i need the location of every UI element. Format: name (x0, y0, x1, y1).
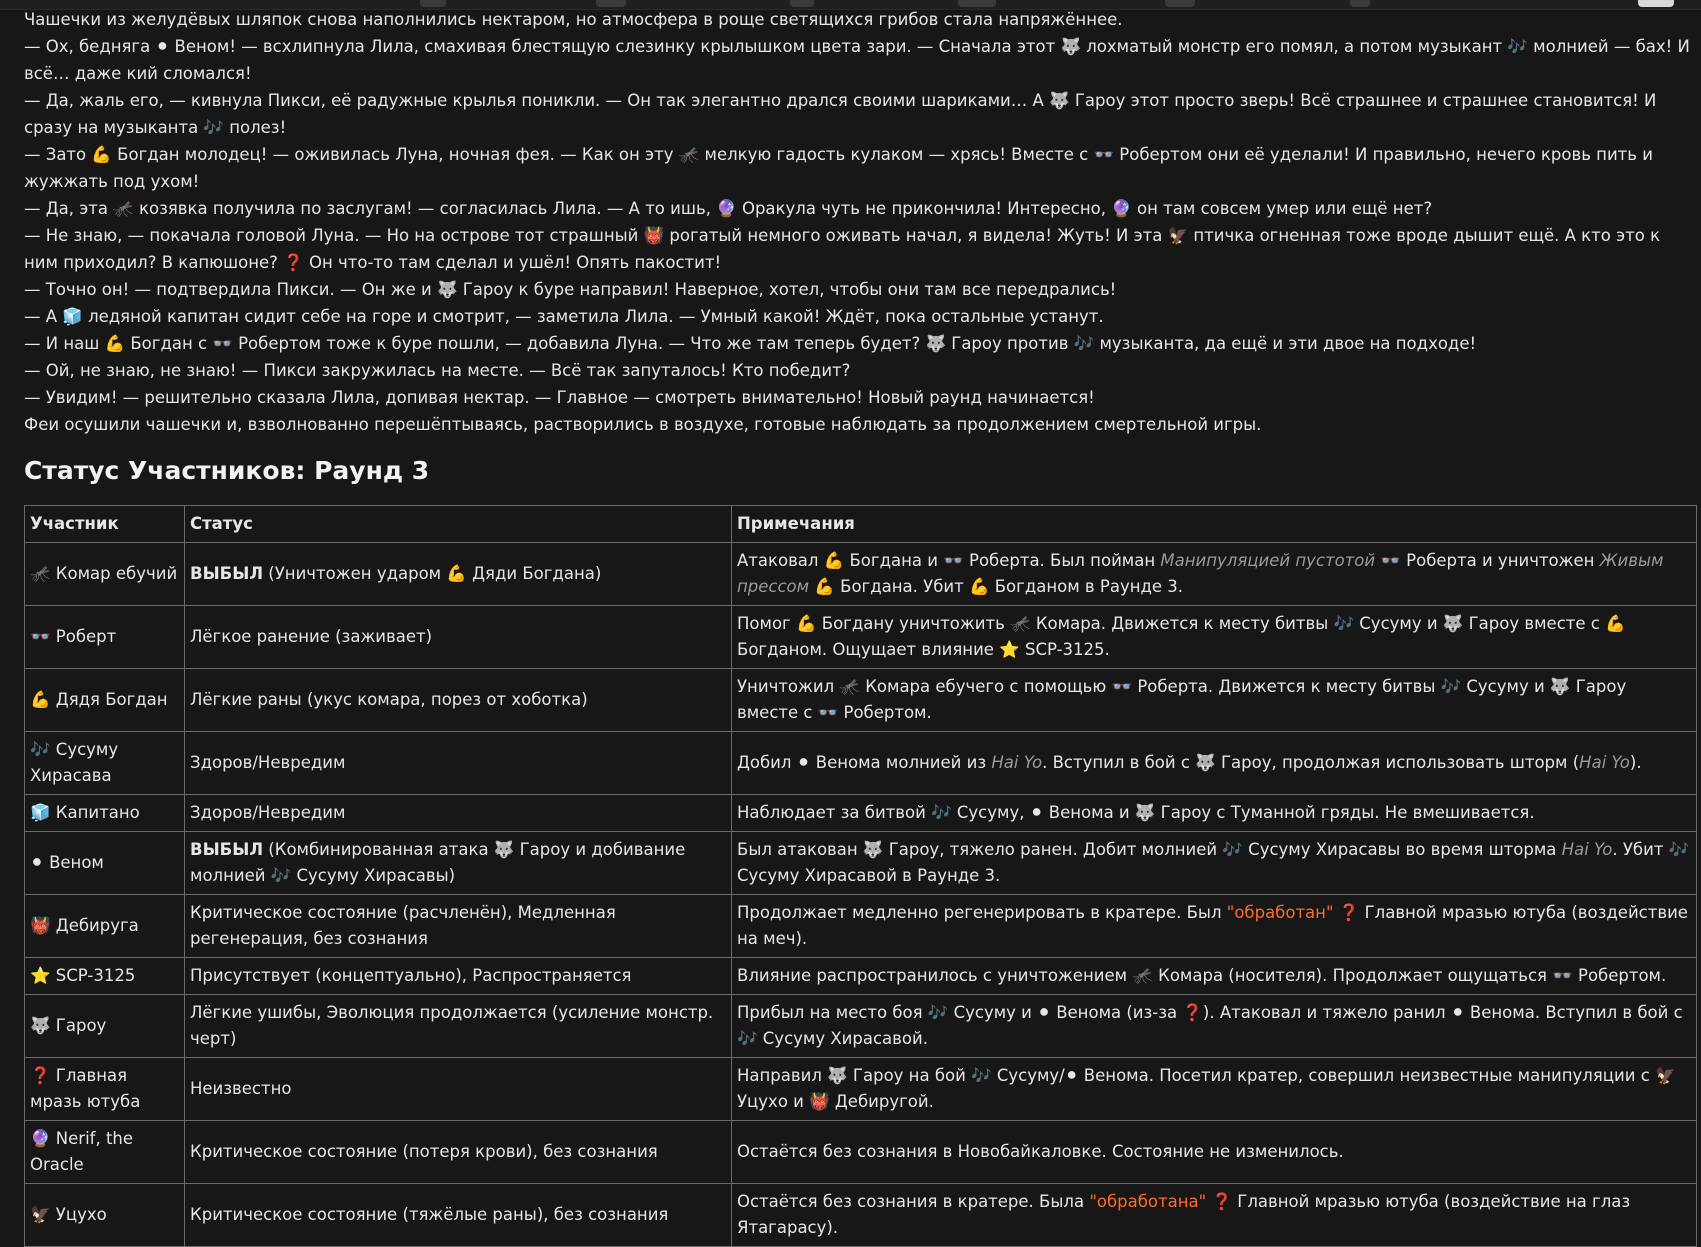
table-row (25, 995, 1697, 1058)
participant-icon: 🧊 (30, 803, 56, 822)
participant-name: Дебируга (55, 916, 139, 935)
notes-cell: Влияние распространилось с уничтожением 🦟 Комара (носителя). Продолжает ощущаться 👓 Робертом. (732, 958, 1697, 995)
participant-name: Веном (49, 853, 104, 872)
status-cell (185, 1184, 732, 1247)
participant-icon: 🦅 (30, 1205, 56, 1224)
table-row (25, 1184, 1697, 1247)
status-cell (185, 606, 732, 669)
participant-cell (25, 732, 185, 795)
participant-cell (25, 895, 185, 958)
participant-icon: 🐺 (30, 1016, 56, 1035)
status-text: Лёгкое ранение (заживает) (190, 627, 433, 646)
status-text: Присутствует (концептуально), Распространяется (190, 966, 632, 985)
column-header-status: Статус (185, 506, 732, 543)
participant-cell (25, 669, 185, 732)
participant-name: Комар ебучий (55, 564, 178, 583)
participant-cell (25, 1058, 185, 1121)
status-text: Критическое состояние (расчленён), Медленная регенерация, без сознания (190, 903, 616, 948)
participant-cell (25, 606, 185, 669)
story-line: — Да, жаль его, — кивнула Пикси, её радужные крылья поникли. — Он так элегантно дрался своими шариками… А 🐺 Гароу этот просто зверь! Всё страшнее и страшнее становится! И сразу на музыканта 🎶 полез! (24, 91, 1657, 137)
chat-message-body (24, 6, 1692, 1247)
section-heading: Статус Участников: Раунд 3 (24, 456, 430, 485)
table-row (25, 795, 1697, 832)
table-row (25, 606, 1697, 669)
status-text: Здоров/Невредим (190, 803, 346, 822)
participant-cell (25, 958, 185, 995)
story-line: Чашечки из желудёвых шляпок снова наполнились нектаром, но атмосфера в роще светящихся грибов стала напряжённее. (24, 10, 1123, 29)
notes-cell: Остаётся без сознания в кратере. Была "обработана" ❓ Главной мразью ютуба (воздействие на глаз Ятагарасу). (732, 1184, 1697, 1247)
status-cell (185, 995, 732, 1058)
participant-cell (25, 995, 185, 1058)
table-row (25, 1058, 1697, 1121)
table-body (25, 543, 1697, 1247)
status-cell (185, 832, 732, 895)
notes-cell: Остаётся без сознания в Новобайкаловке. Состояние не изменилось. (732, 1121, 1697, 1184)
column-header-notes: Примечания (732, 506, 1697, 543)
table-row (25, 543, 1697, 606)
status-cell (185, 732, 732, 795)
participant-icon: ⚫ (30, 853, 50, 872)
story-line: — Зато 💪 Богдан молодец! — оживилась Луна, ночная фея. — Как он эту 🦟 мелкую гадость кулаком — хрясь! Вместе с 👓 Робертом они её уделали! И правильно, нечего кровь пить и жужжать под ухом! (24, 145, 1653, 191)
participant-icon: 🔮 (30, 1129, 56, 1148)
status-text: Неизвестно (190, 1079, 292, 1098)
status-eliminated-label: ВЫБЫЛ (190, 564, 264, 583)
notes-cell: Направил 🐺 Гароу на бой 🎶 Сусуму/⚫ Венома. Посетил кратер, совершил неизвестные манипуляции с 🦅 Уцухо и 👹 Дебиругой. (732, 1058, 1697, 1121)
participant-cell (25, 832, 185, 895)
participant-name: Капитано (55, 803, 140, 822)
notes-cell: Атаковал 💪 Богдана и 👓 Роберта. Был пойман Манипуляцией пустотой 👓 Роберта и уничтожен Живым прессом 💪 Богдана. Убит 💪 Богданом в Раунде 3. (732, 543, 1697, 606)
participant-name: Дядя Богдан (55, 690, 168, 709)
participant-name: Главная мразь ютуба (30, 1066, 141, 1111)
story-line: — Не знаю, — покачала головой Луна. — Но на острове тот страшный 👹 рогатый немного оживать начал, я видела! Жуть! И эта 🦅 птичка огненная тоже вроде дышит ещё. А кто это к ним приходил? В капюшоне? ❓ Он что-то там сделал и ушёл! Опять пакостит! (24, 226, 1661, 272)
status-cell (185, 1121, 732, 1184)
participant-name: Гароу (55, 1016, 107, 1035)
participant-name: Роберт (55, 627, 117, 646)
table-row (25, 958, 1697, 995)
story-line: — Да, эта 🦟 козявка получила по заслугам! — согласилась Лила. — А то ишь, 🔮 Оракула чуть не прикончила! Интересно, 🔮 он там совсем умер или ещё нет? (24, 199, 1433, 218)
status-cell (185, 1058, 732, 1121)
story-line: — Точно он! — подтвердила Пикси. — Он же и 🐺 Гароу к буре направил! Наверное, хотел, чтобы они там все передрались! (24, 280, 1117, 299)
table-row (25, 1121, 1697, 1184)
notes-cell: Наблюдает за битвой 🎶 Сусуму, ⚫ Венома и 🐺 Гароу с Туманной гряды. Не вмешивается. (732, 795, 1697, 832)
story-line: — Ой, не знаю, не знаю! — Пикси закружилась на месте. — Всё так запуталось! Кто победит? (24, 361, 851, 380)
table-row (25, 732, 1697, 795)
status-text: (Комбинированная атака 🐺 Гароу и добивание молнией 🎶 Сусуму Хирасавы) (190, 840, 686, 885)
participant-cell (25, 543, 185, 606)
participant-cell (25, 795, 185, 832)
participant-cell (25, 1184, 185, 1247)
participant-icon: ⭐ (30, 966, 56, 985)
status-text: Критическое состояние (потеря крови), без сознания (190, 1142, 658, 1161)
status-text: Лёгкие ушибы, Эволюция продолжается (усиление монстр. черт) (190, 1003, 714, 1048)
participant-icon: 🎶 (30, 740, 56, 759)
status-cell (185, 958, 732, 995)
status-text: Здоров/Невредим (190, 753, 346, 772)
story-line: Феи осушили чашечки и, взволнованно перешёптываясь, растворились в воздухе, готовые наблюдать за продолжением смертельной игры. (24, 415, 1262, 434)
notes-cell: Добил ⚫ Венома молнией из Hai Yo. Вступил в бой с 🐺 Гароу, продолжая использовать шторм (Hai Yo). (732, 732, 1697, 795)
notes-cell: Уничтожил 🦟 Комара ебучего с помощью 👓 Роберта. Движется к месту битвы 🎶 Сусуму и 🐺 Гароу вместе с 👓 Робертом. (732, 669, 1697, 732)
story-line: — И наш 💪 Богдан с 👓 Робертом тоже к буре пошли, — добавила Луна. — Что же там теперь будет? 🐺 Гароу против 🎶 музыканта, да ещё и эти двое на подходе! (24, 334, 1477, 353)
status-cell (185, 795, 732, 832)
status-text: Критическое состояние (тяжёлые раны), без сознания (190, 1205, 669, 1224)
notes-cell: Продолжает медленно регенерировать в кратере. Был "обработан" ❓ Главной мразью ютуба (воздействие на меч). (732, 895, 1697, 958)
table-row (25, 895, 1697, 958)
participant-icon: 👓 (30, 627, 56, 646)
participant-icon: 🦟 (30, 564, 56, 583)
notes-cell: Был атакован 🐺 Гароу, тяжело ранен. Добит молнией 🎶 Сусуму Хирасавы во время шторма Hai Yo. Убит 🎶 Сусуму Хирасавой в Раунде 3. (732, 832, 1697, 895)
story-line: — А 🧊 ледяной капитан сидит себе на горе и смотрит, — заметила Лила. — Умный какой! Ждёт, пока остальные устанут. (24, 307, 1104, 326)
participant-cell (25, 1121, 185, 1184)
participant-name: Nerif, the Oracle (30, 1129, 134, 1174)
status-cell (185, 669, 732, 732)
notes-cell: Помог 💪 Богдану уничтожить 🦟 Комара. Движется к месту битвы 🎶 Сусуму и 🐺 Гароу вместе с 💪 Богданом. Ощущает влияние ⭐ SCP-3125. (732, 606, 1697, 669)
notes-cell: Прибыл на место боя 🎶 Сусуму и ⚫ Венома (из-за ❓). Атаковал и тяжело ранил ⚫ Венома. Вступил в бой с 🎶 Сусуму Хирасавой. (732, 995, 1697, 1058)
story-line: — Увидим! — решительно сказала Лила, допивая нектар. — Главное — смотреть внимательно! Новый раунд начинается! (24, 388, 1095, 407)
status-eliminated-label: ВЫБЫЛ (190, 840, 264, 859)
participant-name: Сусуму Хирасава (30, 740, 119, 785)
column-header-participant: Участник (25, 506, 185, 543)
table-row (25, 669, 1697, 732)
story-line: — Ох, бедняга ⚫ Веном! — всхлипнула Лила, смахивая блестящую слезинку крылышком цвета зари. — Сначала этот 🐺 лохматый монстр его помял, а потом музыкант 🎶 молнией — бах! И всё… даже кий сломался! (24, 37, 1690, 83)
status-cell (185, 895, 732, 958)
status-text: (Уничтожен ударом 💪 Дяди Богдана) (263, 564, 602, 583)
table-row (25, 832, 1697, 895)
status-cell (185, 543, 732, 606)
participant-icon: 👹 (30, 916, 56, 935)
status-text: Лёгкие раны (укус комара, порез от хоботка) (190, 690, 588, 709)
story-text (24, 6, 1692, 438)
table-header-row (25, 506, 1697, 543)
participant-icon: 💪 (30, 690, 56, 709)
participant-name: Уцухо (55, 1205, 107, 1224)
status-table (24, 505, 1697, 1247)
participant-icon: ❓ (30, 1066, 56, 1085)
participant-name: SCP-3125 (55, 966, 136, 985)
